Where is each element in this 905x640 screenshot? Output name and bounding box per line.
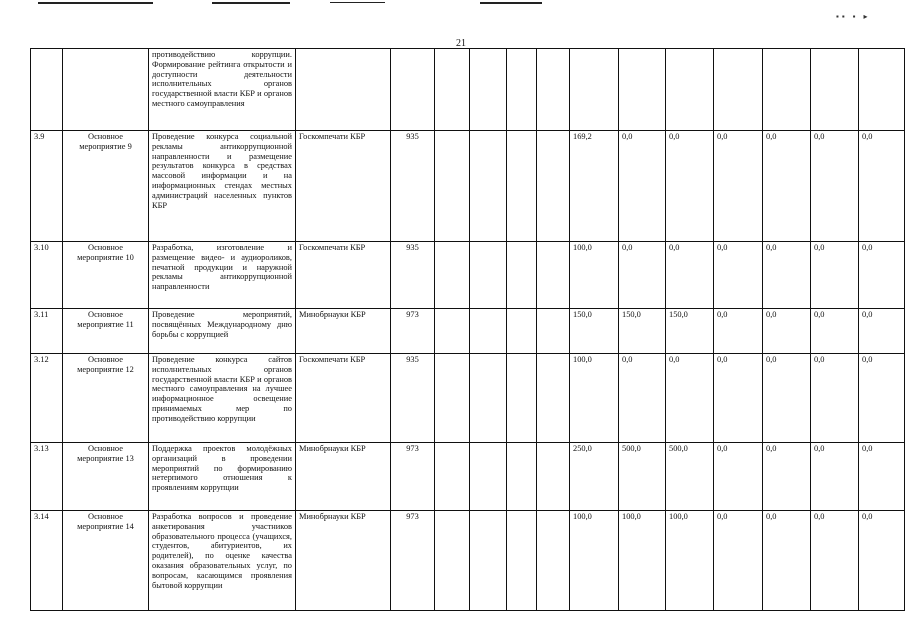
amount-cell: 0,0 — [859, 131, 905, 242]
top-rule-1 — [38, 2, 153, 4]
corner-mark: ▪▪ ▪ ▸ — [836, 12, 871, 21]
event-cell: Основное мероприятие 12 — [63, 354, 149, 443]
empty-cell — [435, 131, 470, 242]
amount-cell: 0,0 — [763, 443, 811, 511]
amount-cell: 0,0 — [714, 131, 763, 242]
program-table — [30, 48, 905, 611]
amount-cell: 150,0 — [619, 309, 666, 354]
top-rule-4 — [480, 2, 542, 4]
description-cell: Проведение конкурса социальной рекламы антикоррупционной направленности и размещение результатов конкурса в средствах массовой информации и на информационных стендах местных администраций населенных пунктов КБР — [149, 131, 296, 242]
budget-code-cell: 973 — [391, 309, 435, 354]
description-cell: противодействию коррупции. Формирование рейтинга открытости и доступности деятельности исполнительных органов государственной власти КБР и органов местного самоуправления — [149, 49, 296, 131]
department-cell: Минобрнауки КБР — [296, 443, 391, 511]
empty-cell — [507, 511, 537, 611]
table-row — [31, 443, 905, 511]
amount-cell: 0,0 — [714, 354, 763, 443]
event-cell: Основное мероприятие 10 — [63, 242, 149, 309]
amount-cell: 100,0 — [570, 242, 619, 309]
amount-cell: 0,0 — [859, 511, 905, 611]
top-rule-2 — [212, 2, 290, 4]
amount-cell: 0,0 — [811, 511, 859, 611]
amount-cell: 0,0 — [714, 309, 763, 354]
budget-code-cell: 935 — [391, 242, 435, 309]
amount-cell: 0,0 — [763, 131, 811, 242]
amount-cell: 150,0 — [666, 309, 714, 354]
description-cell: Разработка вопросов и проведение анкетирования участников образовательного процесса (учащихся, студентов, абитуриентов, их родителей), по оценке качества оказания образовательных услуг, по вопросам, касающимся проявления бытовой коррупции — [149, 511, 296, 611]
amount-cell: 0,0 — [763, 511, 811, 611]
event-cell: Основное мероприятие 14 — [63, 511, 149, 611]
empty-cell — [470, 511, 507, 611]
empty-cell — [470, 242, 507, 309]
table-row — [31, 354, 905, 443]
amount-cell: 0,0 — [763, 242, 811, 309]
page-number: 21 — [456, 38, 466, 49]
amount-cell: 100,0 — [666, 511, 714, 611]
department-cell: Минобрнауки КБР — [296, 511, 391, 611]
amount-cell: 250,0 — [570, 443, 619, 511]
row-number-cell: 3.9 — [31, 131, 63, 242]
description-cell: Проведение мероприятий, посвящённых Международному дню борьбы с коррупцией — [149, 309, 296, 354]
description-cell: Поддержка проектов молодёжных организаций в проведении мероприятий по формированию нетерпимого отношения к проявлениям коррупции — [149, 443, 296, 511]
amount-cell: 0,0 — [859, 242, 905, 309]
empty-cell — [537, 242, 570, 309]
empty-cell — [507, 242, 537, 309]
empty-cell — [537, 131, 570, 242]
empty-cell — [470, 309, 507, 354]
description-cell: Проведение конкурса сайтов исполнительных органов государственной власти КБР и органов местного самоуправления на лучшее информационное освещение принимаемых мер по противодействию коррупции — [149, 354, 296, 443]
empty-cell — [435, 309, 470, 354]
empty-cell — [470, 354, 507, 443]
empty-cell — [435, 511, 470, 611]
empty-cell — [435, 443, 470, 511]
amount-cell: 0,0 — [811, 443, 859, 511]
amount-cell: 0,0 — [714, 443, 763, 511]
empty-cell — [435, 354, 470, 443]
empty-cell — [537, 354, 570, 443]
budget-code-cell: 973 — [391, 511, 435, 611]
table-row — [31, 49, 905, 131]
budget-code-cell: 935 — [391, 131, 435, 242]
amount-cell: 169,2 — [570, 131, 619, 242]
empty-cell — [507, 443, 537, 511]
amount-cell: 0,0 — [811, 309, 859, 354]
amount-cell: 500,0 — [619, 443, 666, 511]
row-number-cell: 3.10 — [31, 242, 63, 309]
amount-cell: 0,0 — [666, 354, 714, 443]
amount-cell: 150,0 — [570, 309, 619, 354]
amount-cell: 0,0 — [811, 242, 859, 309]
budget-code-cell: 935 — [391, 354, 435, 443]
table-row — [31, 131, 905, 242]
event-cell: Основное мероприятие 13 — [63, 443, 149, 511]
amount-cell: 0,0 — [619, 242, 666, 309]
amount-cell: 0,0 — [619, 131, 666, 242]
description-cell: Разработка, изготовление и размещение видео- и аудиороликов, печатной продукции и наружной рекламы антикоррупционной направленности — [149, 242, 296, 309]
department-cell: Госкомпечати КБР — [296, 131, 391, 242]
department-cell: Госкомпечати КБР — [296, 354, 391, 443]
amount-cell: 0,0 — [714, 511, 763, 611]
amount-cell: 0,0 — [811, 131, 859, 242]
amount-cell: 0,0 — [619, 354, 666, 443]
event-cell: Основное мероприятие 11 — [63, 309, 149, 354]
amount-cell: 0,0 — [859, 309, 905, 354]
event-cell: Основное мероприятие 9 — [63, 131, 149, 242]
amount-cell: 100,0 — [570, 354, 619, 443]
empty-cell — [537, 443, 570, 511]
row-number-cell: 3.14 — [31, 511, 63, 611]
department-cell: Госкомпечати КБР — [296, 242, 391, 309]
amount-cell: 0,0 — [714, 242, 763, 309]
row-number-cell: 3.12 — [31, 354, 63, 443]
empty-cell — [537, 309, 570, 354]
amount-cell: 0,0 — [763, 309, 811, 354]
amount-cell: 0,0 — [763, 354, 811, 443]
empty-cell — [507, 354, 537, 443]
row-number-cell — [31, 49, 63, 131]
amount-cell: 0,0 — [666, 242, 714, 309]
table-row — [31, 242, 905, 309]
amount-cell: 0,0 — [859, 443, 905, 511]
budget-code-cell: 973 — [391, 443, 435, 511]
amount-cell: 0,0 — [859, 354, 905, 443]
empty-cell — [507, 309, 537, 354]
empty-cell — [507, 131, 537, 242]
amount-cell: 500,0 — [666, 443, 714, 511]
amount-cell: 0,0 — [811, 354, 859, 443]
row-number-cell: 3.11 — [31, 309, 63, 354]
empty-cell — [435, 242, 470, 309]
amount-cell: 100,0 — [619, 511, 666, 611]
amount-cell: 100,0 — [570, 511, 619, 611]
table-row — [31, 511, 905, 611]
row-number-cell: 3.13 — [31, 443, 63, 511]
department-cell: Минобрнауки КБР — [296, 309, 391, 354]
empty-cell — [470, 131, 507, 242]
top-rule-3 — [330, 2, 385, 3]
empty-cell — [470, 443, 507, 511]
amount-cell: 0,0 — [666, 131, 714, 242]
empty-cell — [537, 511, 570, 611]
event-cell — [63, 49, 149, 131]
table-row — [31, 309, 905, 354]
